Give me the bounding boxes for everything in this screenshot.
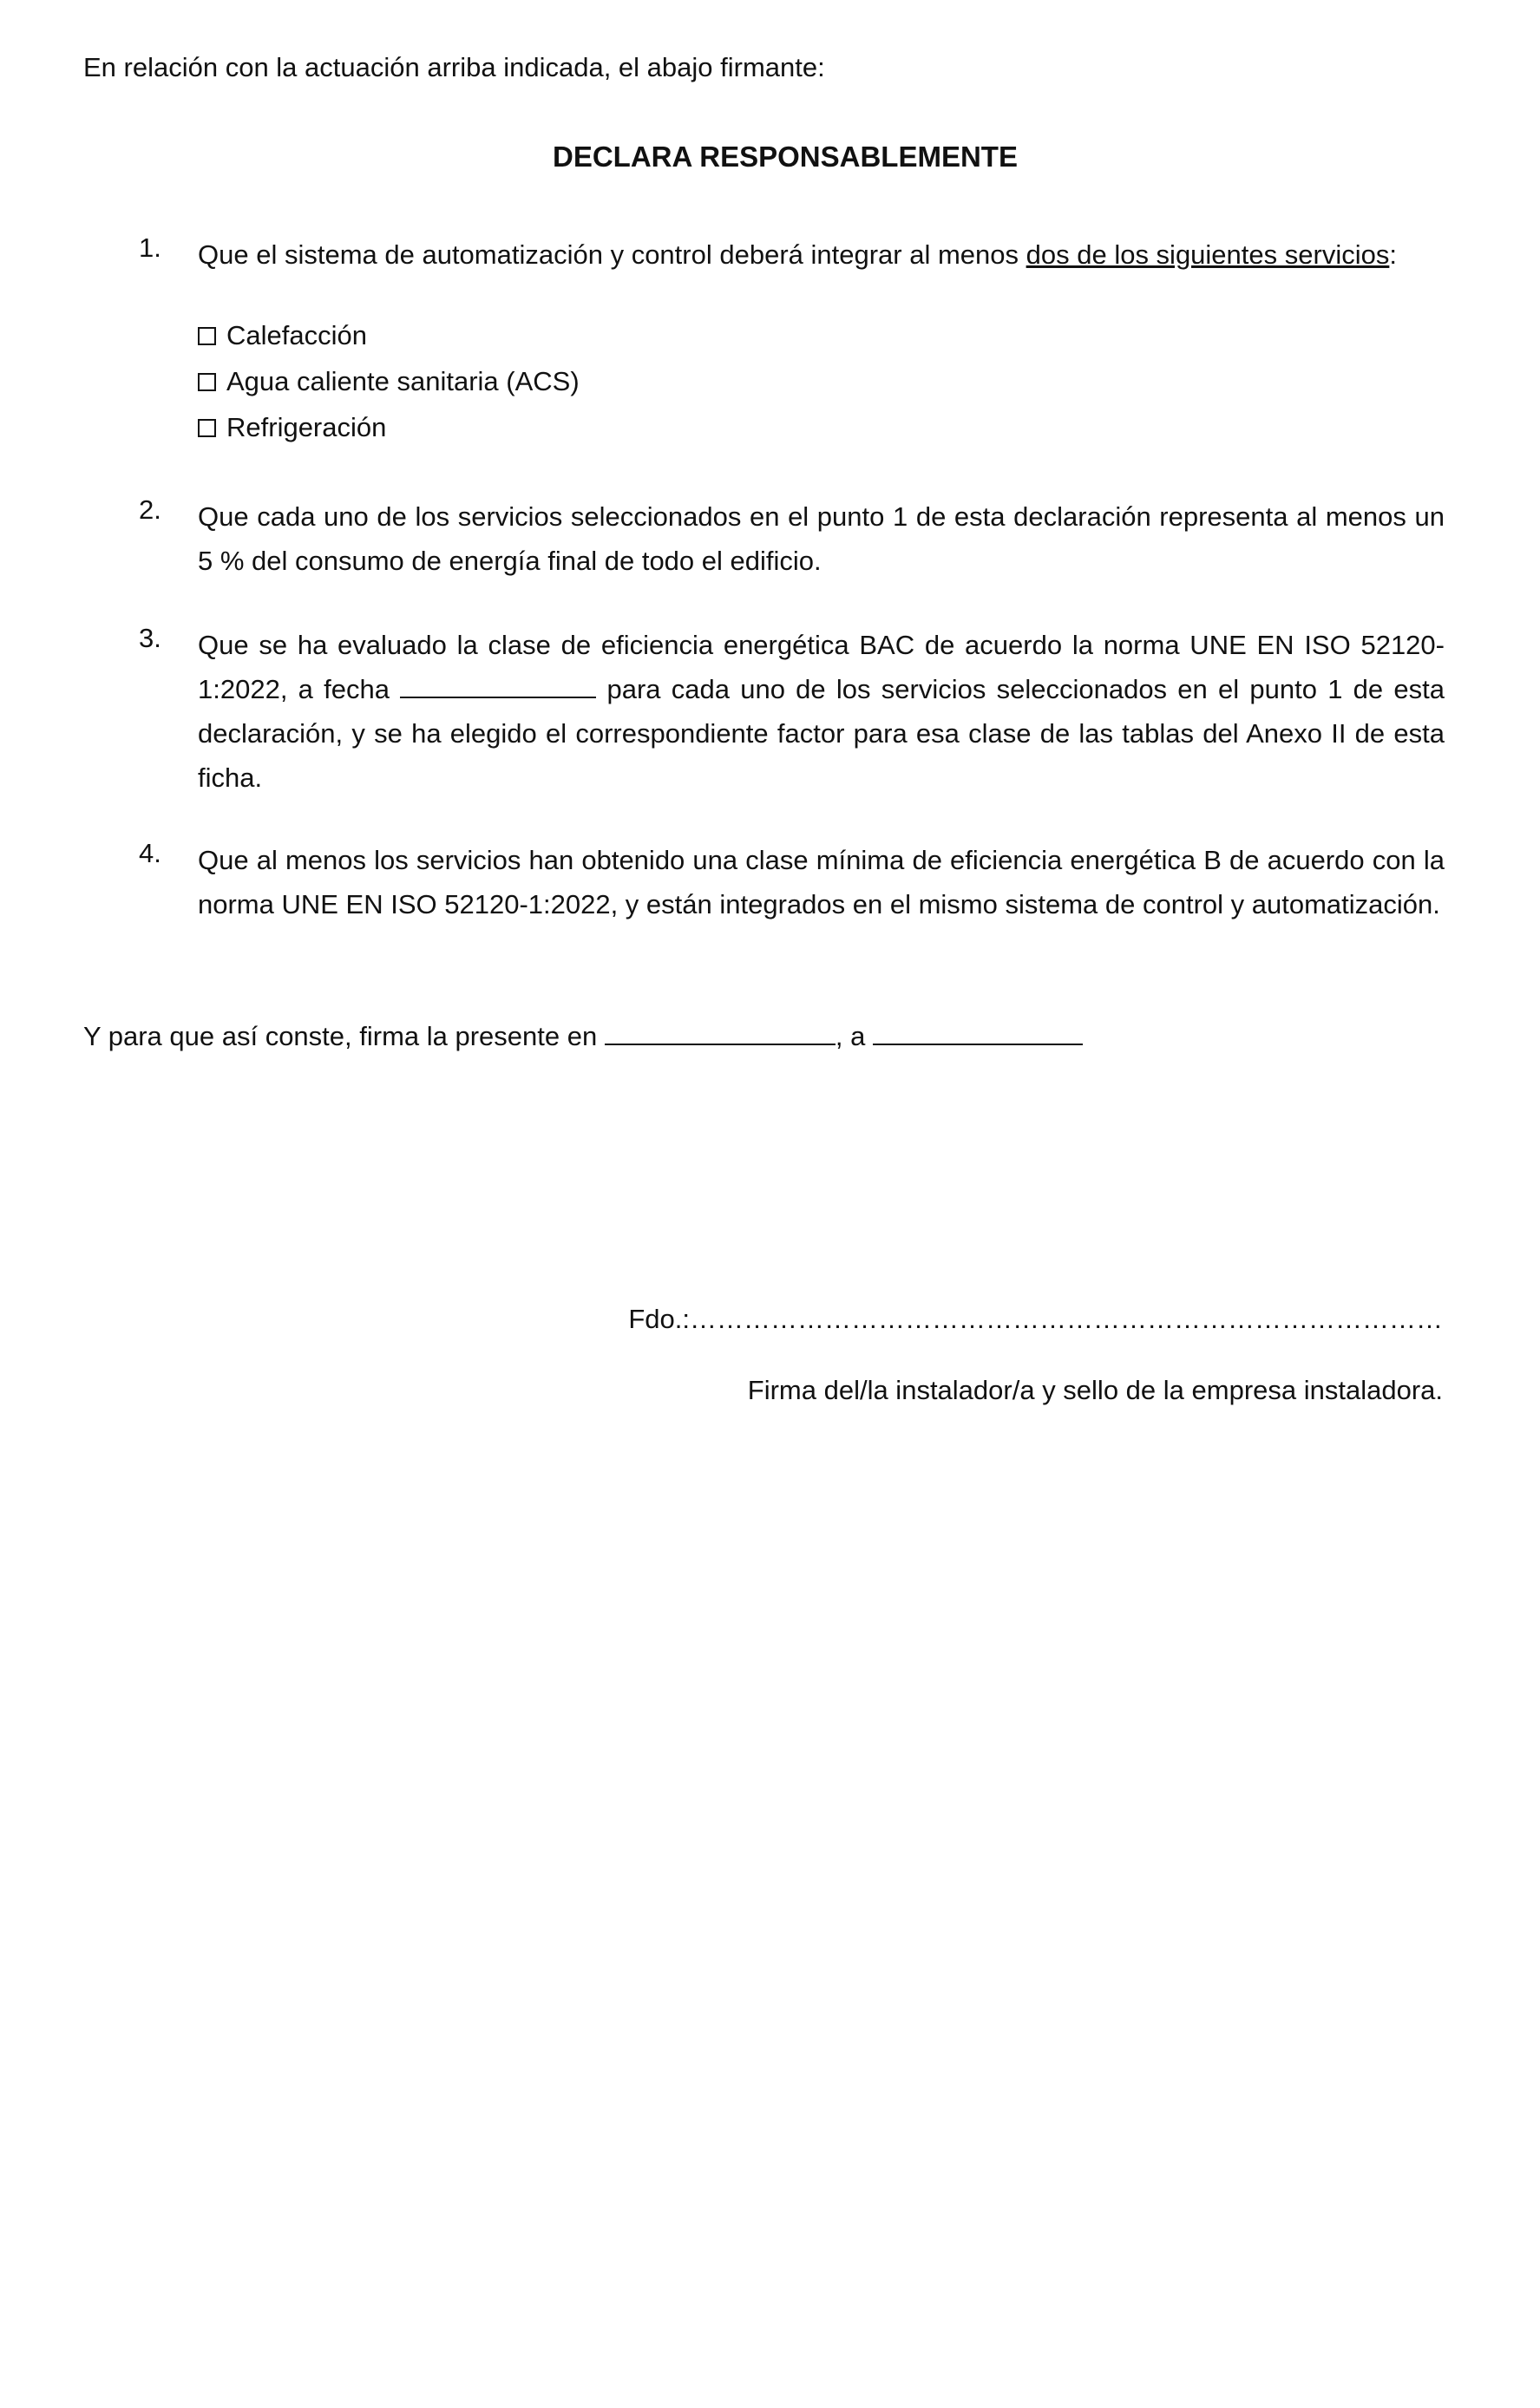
item-text-part: : [1389,239,1397,270]
item-text-part: Que se ha evaluado la clase de eficiencia energética BAC de acuerdo la norma UNE EN ISO 52120-1:2022, a fecha [198,630,1445,704]
option-cooling[interactable] [198,412,386,443]
item-text [198,232,1445,277]
option-label: Agua caliente sanitaria (ACS) [226,366,580,396]
item-number: 1. [139,232,161,263]
signature-caption: Firma del/la instalador/a y sello de la empresa instaladora. [747,1375,1443,1405]
signature-line: Fdo.:………………………………………………………………………… [628,1304,1443,1334]
item-number: 2. [139,494,161,525]
intro-text: En relación con la actuación arriba indicada, el abajo firmante: [83,52,825,82]
option-hot-water[interactable] [198,366,580,397]
option-label: Refrigeración [226,412,387,442]
item-number: 3. [139,623,161,653]
date-blank-field[interactable] [873,1021,1083,1045]
option-heating[interactable] [198,320,367,351]
closing-text: , a [835,1021,873,1051]
page-title: DECLARA RESPONSABLEMENTE [553,141,1018,173]
checkbox-icon[interactable] [198,327,216,345]
underlined-text: dos de los siguientes servicios [1026,239,1390,270]
item-text: Que al menos los servicios han obtenido una clase mínima de eficiencia energética B de acuerdo con la norma UNE EN ISO 52120-1:2022, y están integrados en el mismo sistema de control y automatización. [198,845,1445,919]
checkbox-icon[interactable] [198,419,216,437]
closing-text: Y para que así conste, firma la presente en [83,1021,605,1051]
item-text-part: para cada uno de los servicios seleccionados en el punto 1 de esta declaración, y se ha elegido el correspondiente factor para esa clase de las tablas del Anexo II de esta ficha. [198,674,1445,793]
item-text: Que cada uno de los servicios seleccionados en el punto 1 de esta declaración representa al menos un 5 % del consumo de energía final de todo el edificio. [198,501,1445,576]
item-number: 4. [139,838,161,868]
checkbox-icon[interactable] [198,373,216,391]
option-label: Calefacción [226,320,367,350]
date-blank-field[interactable] [400,674,596,698]
closing-statement [83,1021,1083,1052]
place-blank-field[interactable] [605,1021,836,1045]
item-text-part: Que el sistema de automatización y control deberá integrar al menos [198,239,1026,270]
item-text [198,623,1445,800]
